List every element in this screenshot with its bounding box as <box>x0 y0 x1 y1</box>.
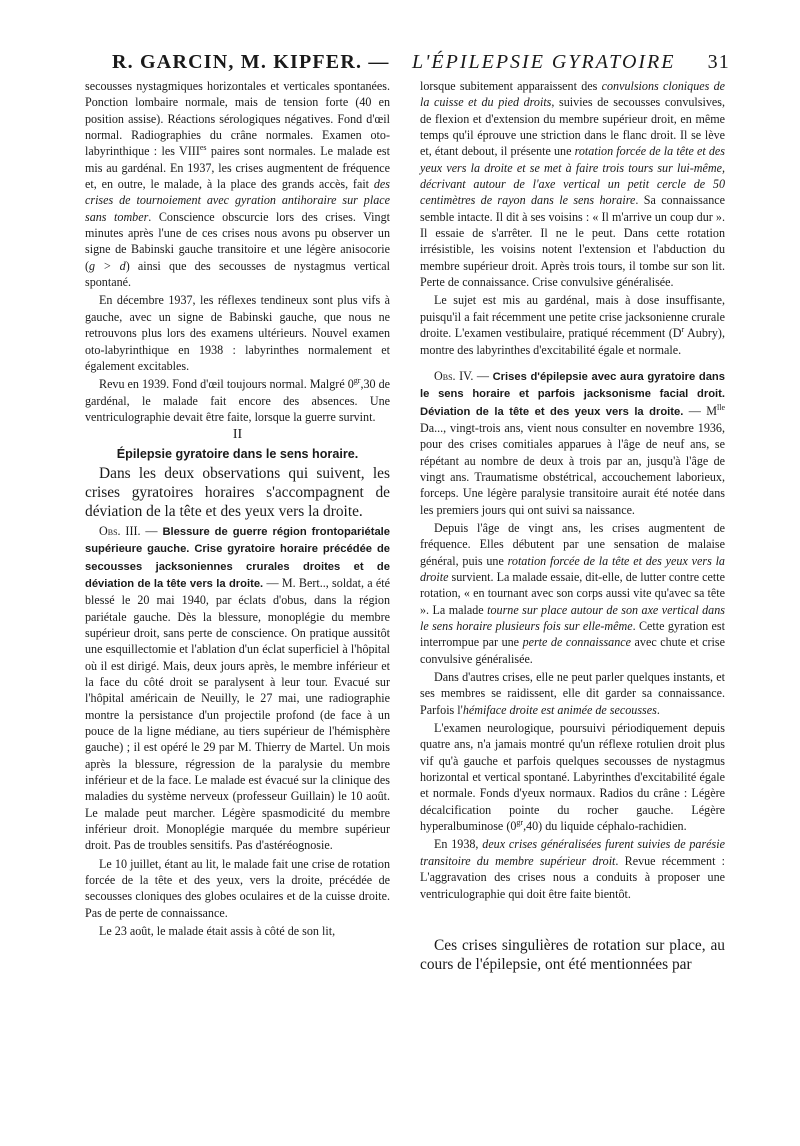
section-lead: Dans les deux observations qui suivent, les crises gyratoires horaires s'accompagnent de déviation de la tête et des yeux vers la droite. <box>85 464 390 520</box>
paragraph: Le sujet est mis au gardénal, mais à dose insuffisante, puisqu'il a fait récemment une petite crise jacksonienne crurale droite. L'examen vestibulaire, pratiqué récemment ($D^r$ Aubry), montre des labyrinthes d'excitabilité égale et normale. <box>420 293 725 357</box>
paragraph: Le 23 août, le malade était assis à côté de son lit, <box>99 924 336 939</box>
paragraph: En décembre 1937, les réflexes tendineux sont plus vifs à gauche, avec un signe de Babinski gauche, que nous ne retrouvons plus lors des examens ultérieurs. Nouvel examen oto-labyrinthique en 1938 : labyrinthes normalement et également excitables. <box>85 293 390 373</box>
section-number: II <box>232 427 243 443</box>
observation-4: Obs. IV. — Crises d'épilepsie avec aura gyratoire dans le sens horaire et parfois jacksonisme facial droit. Déviation de la tête et des yeux vers la droite. — $M^{lle}$ Da..., vingt-trois ans, vient nous consulter en novembre 1936, pour des crises comitiales apparues à l'âge de neuf ans, se répétant au nombre de deux à trois par an, jusqu'à l'âge de vingt ans. Traumatisme obstétrical, accouchement laborieux, forceps. Une légère paralysie transitoire aurait été notée dans les premiers jours qui ont suivi sa naissance. <box>420 368 725 517</box>
header-authors: R. GARCIN, M. KIPFER. — <box>112 51 390 73</box>
paragraph: Revu en 1939. Fond d'œil toujours normal. Malgré $0^{gr},30$ de gardénal, le malade fait encore des absences. Une ventriculographie devait être faite, lorsque la guerre survint. <box>85 376 391 424</box>
paragraph: Dans d'autres crises, elle ne peut parler quelques instants, et ses membres se raidissent, elle dit garder sa connaissance. Parfois l'hémiface droite est animée de secousses. <box>420 670 725 717</box>
observation-3: Obs. III. — Blessure de guerre région frontopariétale supérieure gauche. Crise gyratoire horaire précédée de secousses jacksoniennes crurales droites et de déviation de la tête vers la droite. — M. Bert.., soldat, a été blessé le 20 mai 1940, par éclats d'obus, dans la région pariétale gauche. Dès la blessure, monoplégie du membre supérieur droit, sans perte de conscience. On pratique aussitôt une esquillectomie et l'ablation d'un éclat superficiel à l'hôpital où il est dirigé. Mais, deux jours après, le membre inférieur et la face du côté droit se paralysent à leur tour. Evacué sur l'hôpital américain de Neuilly, le 27 mai, une radiographie montre la persistance d'un projectile profond (de face à un pouce de la ligne médiane, au tiers supérieur de l'hémisphère gauche) ; il est opéré le 29 par M. Thierry de Martel. Un mois après la blessure, régression de la paralysie du membre inférieur et de la face. Le malade est évacué sur la clinique des maladies du système nerveux (professeur Guillain) le 10 août. Le malade peut marcher. Légère spasmodicité du membre inférieur droit. Monoplégie marquée du membre supérieur droit. Pas de troubles sensitifs. Pas d'astéréognosie. <box>85 523 391 853</box>
paragraph: secousses nystagmiques horizontales et verticales spontanées. Ponction lombaire normale, mais de tension forte (40 en position assise). Réactions sérologiques négatives. Fond d'œil normal. Radiographies du crâne normales. Examen oto-labyrinthique : les $VIII^{es}$ paires sont normales. Le malade est mis au gardénal. En 1937, les crises augmentent de fréquence et, en outre, le malade, à la place des grands accès, fait des crises de tournoiement avec gyration antihoraire sur place sans tomber. Conscience obscurcie lors des crises. Vingt minutes après l'une de ces crises nous avons pu observer un signe de Babinski gauche transitoire et une légère anisocorie (g > d) ainsi que des secousses de nystagmus vertical spontané. <box>85 79 390 290</box>
left-column <box>85 78 390 940</box>
running-header <box>90 51 730 75</box>
paragraph: L'examen neurologique, poursuivi périodiquement depuis quatre ans, n'a jamais montré qu'un réflexe rotulien droit plus vif qu'à gauche et parfois quelques secousses de nystagmus horizontal et vertical spontané. Labyrinthes d'excitabilité égale et normale. Fonds d'yeux normaux. Radios du crâne : Légère décalcification pointe du rocher gauche. Légère hyperalbuminose $(0^{gr},40)$ du liquide céphalo-rachidien. <box>420 721 725 834</box>
paragraph: En 1938, deux crises généralisées furent suivies de parésie transitoire du membre supérieur droit. Revue récemment : L'aggravation des crises nous a conduits à proposer une ventriculographie qui doit être faite bientôt. <box>420 837 725 901</box>
right-column <box>420 78 725 974</box>
header-title: L'ÉPILEPSIE GYRATOIRE <box>412 51 676 73</box>
paragraph: Le 10 juillet, étant au lit, le malade fait une crise de rotation forcée de la tête et des yeux, vers la droite, précédée de secousses cloniques des globes oculaires et de la cuisse droite. Pas de perte de connaissance. <box>85 856 390 920</box>
section-title: Épilepsie gyratoire dans le sens horaire. <box>116 446 359 461</box>
paragraph: lorsque subitement apparaissent des convulsions cloniques de la cuisse et du pied droits, suivies de secousses convulsives, de flexion et d'extension du membre supérieur droit, en même temps qu'il éprouve une striction dans le flanc droit. Il se lève et, étant debout, il présente une rotation forcée de la tête et des yeux vers la droite et se met à faire trois tours sur lui-même, décrivant autour de l'axe vertical un petit cercle de 50 centimètres de rayon dans le sens horaire. Sa connaissance semble intacte. Il dit à ses voisins : « Il m'arrive un coup dur ». Il essaie de s'arrêter. Il ne le peut. Dans cette rotation irrésistible, les voisins notent l'extension et l'abduction du membre supérieur droit. Après trois tours, il tombe sur son lit. Perte de connaissance. Crise convulsive généralisée. <box>420 79 725 290</box>
paragraph: Depuis l'âge de vingt ans, les crises augmentent de fréquence. Elles débutent par une sensation de malaise général, puis une rotation forcée de la tête et des yeux vers la droite survient. La malade essaie, dit-elle, de lutter contre cette rotation, « en tournant avec son corps aussi vite qu'avec sa tête ». La malade tourne sur place autour de son axe vertical dans le sens horaire plusieurs fois sur elle-même. Cette gyration est interrompue par une perte de connaissance avec chute et crise convulsive généralisée. <box>420 520 725 666</box>
page-number: 31 <box>707 51 730 73</box>
closing-paragraph: Ces crises singulières de rotation sur place, au cours de l'épilepsie, ont été mentionnées par <box>420 936 725 973</box>
